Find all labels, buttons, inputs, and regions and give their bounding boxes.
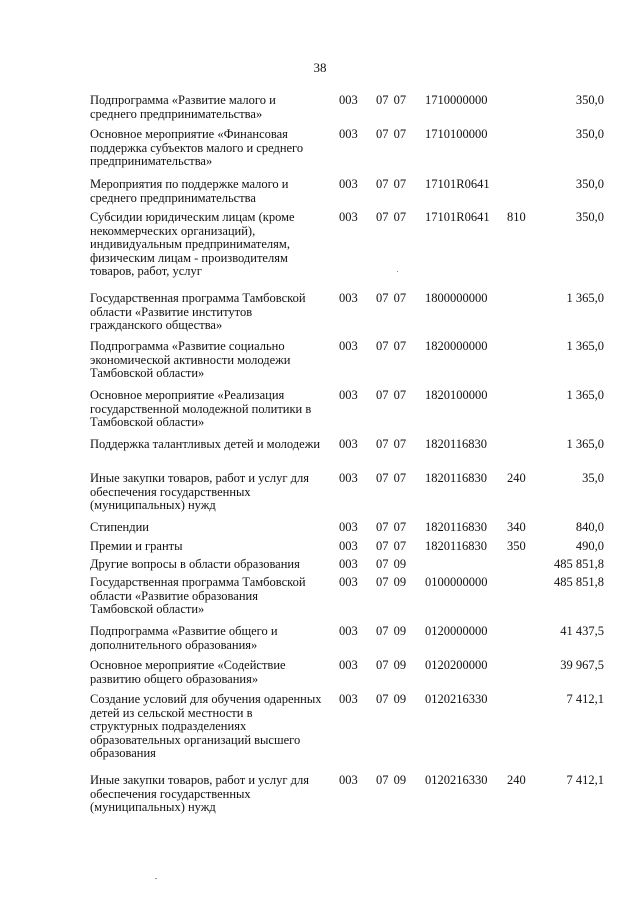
row-section-code: 07 09 — [376, 624, 407, 638]
row-ministry-code: 003 — [339, 388, 358, 402]
row-amount: 350,0 — [575, 93, 604, 107]
row-target-code: 1820116830 — [425, 539, 488, 553]
row-expense-type: 240 — [507, 773, 526, 787]
row-target-code: 1800000000 — [425, 291, 488, 305]
row-section-code: 07 07 — [376, 388, 407, 402]
row-expense-type: 240 — [507, 471, 526, 485]
row-ministry-code: 003 — [339, 291, 358, 305]
row-name: Создание условий для обучения одаренных детей из сельской местности в структурных подразделениях образовательных организаций высшего образования — [90, 692, 322, 761]
scan-speck — [155, 878, 157, 879]
row-amount: 7 412,1 — [566, 773, 604, 787]
row-section-code: 07 09 — [376, 575, 407, 589]
row-name: Поддержка талантливых детей и молодежи — [90, 437, 321, 451]
row-ministry-code: 003 — [339, 471, 358, 485]
row-target-code: 17101R0641 — [425, 177, 490, 191]
scan-speck — [397, 271, 398, 272]
row-target-code: 1710000000 — [425, 93, 488, 107]
row-target-code: 17101R0641 — [425, 210, 490, 224]
row-name: Подпрограмма «Развитие социально экономической активности молодежи Тамбовской области» — [90, 339, 291, 381]
row-section-code: 07 09 — [376, 773, 407, 787]
row-name: Иные закупки товаров, работ и услуг для обеспечения государственных (муниципальных) нужд — [90, 773, 310, 815]
row-amount: 350,0 — [575, 127, 604, 141]
row-name: Премии и гранты — [90, 539, 183, 553]
row-ministry-code: 003 — [339, 773, 358, 787]
row-amount: 350,0 — [575, 210, 604, 224]
page-number: 38 — [313, 60, 327, 75]
row-ministry-code: 003 — [339, 437, 358, 451]
row-name: Мероприятия по поддержке малого и среднего предпринимательства — [90, 177, 289, 205]
row-ministry-code: 003 — [339, 210, 358, 224]
row-ministry-code: 003 — [339, 557, 358, 571]
row-ministry-code: 003 — [339, 658, 358, 672]
row-target-code: 1820100000 — [425, 388, 488, 402]
row-expense-type: 340 — [507, 520, 526, 534]
row-section-code: 07 09 — [376, 692, 407, 706]
row-section-code: 07 09 — [376, 557, 407, 571]
row-amount: 39 967,5 — [560, 658, 604, 672]
row-name: Основное мероприятие «Финансовая поддержка субъектов малого и среднего предпринимательства» — [90, 127, 304, 169]
row-amount: 485 851,8 — [554, 575, 604, 589]
row-name: Другие вопросы в области образования — [90, 557, 300, 571]
row-section-code: 07 07 — [376, 291, 407, 305]
row-target-code: 1820116830 — [425, 437, 488, 451]
row-ministry-code: 003 — [339, 575, 358, 589]
row-section-code: 07 07 — [376, 437, 407, 451]
row-target-code: 0120216330 — [425, 692, 488, 706]
row-section-code: 07 07 — [376, 127, 407, 141]
row-ministry-code: 003 — [339, 339, 358, 353]
row-ministry-code: 003 — [339, 692, 358, 706]
row-amount: 41 437,5 — [560, 624, 604, 638]
row-section-code: 07 07 — [376, 539, 407, 553]
row-name: Подпрограмма «Развитие общего и дополнительного образования» — [90, 624, 278, 652]
row-target-code: 0120216330 — [425, 773, 488, 787]
row-name: Иные закупки товаров, работ и услуг для обеспечения государственных (муниципальных) нужд — [90, 471, 310, 513]
row-amount: 7 412,1 — [566, 692, 604, 706]
row-section-code: 07 07 — [376, 210, 407, 224]
row-amount: 840,0 — [575, 520, 604, 534]
row-amount: 490,0 — [575, 539, 604, 553]
row-amount: 350,0 — [575, 177, 604, 191]
row-target-code: 0100000000 — [425, 575, 488, 589]
row-ministry-code: 003 — [339, 539, 358, 553]
row-section-code: 07 07 — [376, 93, 407, 107]
row-section-code: 07 07 — [376, 520, 407, 534]
row-target-code: 1820116830 — [425, 471, 488, 485]
row-name: Государственная программа Тамбовской области «Развитие институтов гражданского общества» — [90, 291, 306, 333]
row-ministry-code: 003 — [339, 177, 358, 191]
row-section-code: 07 07 — [376, 177, 407, 191]
row-name: Стипендии — [90, 520, 149, 534]
row-ministry-code: 003 — [339, 93, 358, 107]
row-name: Основное мероприятие «Реализация государственной молодежной политики в Тамбовской области» — [90, 388, 312, 430]
row-expense-type: 810 — [507, 210, 526, 224]
row-target-code: 0120200000 — [425, 658, 488, 672]
row-section-code: 07 07 — [376, 471, 407, 485]
row-ministry-code: 003 — [339, 624, 358, 638]
row-ministry-code: 003 — [339, 520, 358, 534]
row-expense-type: 350 — [507, 539, 526, 553]
row-name: Основное мероприятие «Содействие развитию общего образования» — [90, 658, 286, 686]
row-target-code: 1820116830 — [425, 520, 488, 534]
row-name: Государственная программа Тамбовской области «Развитие образования Тамбовской области» — [90, 575, 306, 617]
row-target-code: 0120000000 — [425, 624, 488, 638]
row-target-code: 1710100000 — [425, 127, 488, 141]
row-section-code: 07 07 — [376, 339, 407, 353]
row-amount: 1 365,0 — [566, 388, 604, 402]
row-amount: 1 365,0 — [566, 437, 604, 451]
row-section-code: 07 09 — [376, 658, 407, 672]
row-ministry-code: 003 — [339, 127, 358, 141]
row-name: Субсидии юридическим лицам (кроме некоммерческих организаций), индивидуальным предпринимателям, физическим лицам - производителям товаров, работ, услуг — [90, 210, 295, 279]
row-amount: 35,0 — [582, 471, 604, 485]
row-amount: 1 365,0 — [566, 339, 604, 353]
row-name: Подпрограмма «Развитие малого и среднего предпринимательства» — [90, 93, 276, 121]
row-amount: 1 365,0 — [566, 291, 604, 305]
row-amount: 485 851,8 — [554, 557, 604, 571]
row-target-code: 1820000000 — [425, 339, 488, 353]
